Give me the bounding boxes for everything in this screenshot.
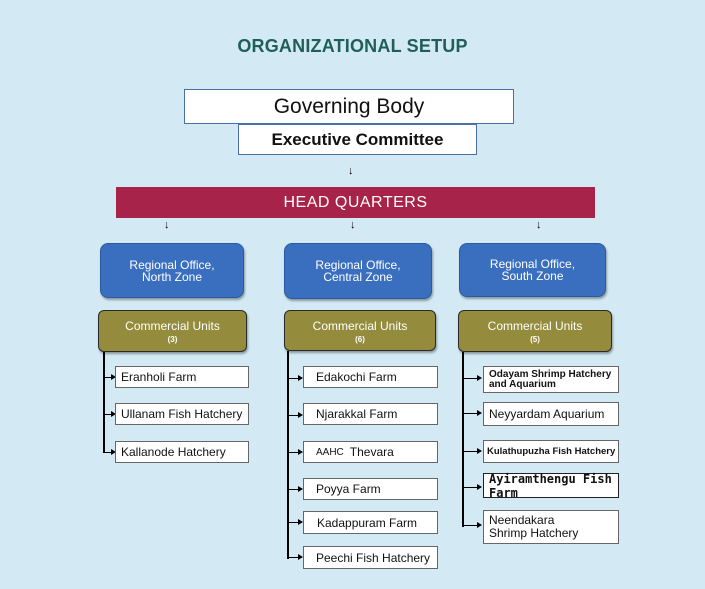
regional-office-north xyxy=(100,243,244,298)
cu-south-label: Commercial Units xyxy=(487,319,583,333)
arrow-right-icon xyxy=(477,484,482,490)
arrow-right-icon xyxy=(477,448,482,454)
ro-south-line1: Regional Office, xyxy=(489,257,576,271)
ro-south-line2: South Zone xyxy=(501,269,564,283)
unit-kulathupuzha-fish-hatchery: Kulathupuzha Fish Hatchery xyxy=(483,440,619,463)
unit-neendakara-shrimp-hatchery xyxy=(483,510,619,544)
arrow-right-icon xyxy=(477,522,482,528)
commercial-units-central xyxy=(284,310,436,351)
commercial-units-south xyxy=(458,310,612,352)
unit-odayam-shrimp-hatchery xyxy=(483,366,619,393)
south-branch xyxy=(463,525,478,526)
unit-odayam-line1: Odayam Shrimp Hatchery xyxy=(489,368,612,380)
unit-kadappuram-farm: Kadappuram Farm xyxy=(303,511,438,534)
arrow-right-icon xyxy=(477,410,482,416)
central-connector-line xyxy=(287,351,289,559)
head-quarters-box: HEAD QUARTERS xyxy=(116,187,595,218)
unit-odayam-line2: and Aquarium xyxy=(489,378,556,390)
unit-ayiramthengu-fish-farm: Ayiramthengu Fish Farm xyxy=(483,473,619,498)
unit-kallanode-hatchery: Kallanode Hatchery xyxy=(115,441,249,463)
south-branch xyxy=(463,487,478,488)
ro-north-line2: North Zone xyxy=(141,269,203,284)
unit-eranholi-farm: Eranholi Farm xyxy=(115,366,249,388)
arrow-down-icon: ↓ xyxy=(164,219,170,231)
unit-njarakkal-farm: Njarakkal Farm xyxy=(303,403,438,425)
ro-central-line1: Regional Office, xyxy=(315,258,401,272)
unit-peechi-fish-hatchery: Peechi Fish Hatchery xyxy=(303,546,438,569)
south-branch xyxy=(463,413,478,414)
unit-thevara-label: Thevara xyxy=(349,445,394,459)
unit-aahc-thevara xyxy=(303,441,438,463)
regional-office-central xyxy=(284,243,432,299)
north-connector-line xyxy=(103,352,105,453)
cu-south-count: (5) xyxy=(530,335,540,344)
unit-neyyardam-aquarium: Neyyardam Aquarium xyxy=(483,402,619,426)
south-branch xyxy=(463,378,478,379)
cu-central-label: Commercial Units xyxy=(312,319,408,333)
governing-body-box: Governing Body xyxy=(184,89,514,124)
cu-north-count: (3) xyxy=(167,335,178,344)
arrow-down-icon: ↓ xyxy=(536,219,542,231)
page-title: ORGANIZATIONAL SETUP xyxy=(237,36,468,56)
arrow-right-icon xyxy=(477,375,482,381)
unit-aahc-label: AAHC xyxy=(316,446,344,458)
arrow-down-icon: ↓ xyxy=(350,219,356,231)
unit-ullanam-fish-hatchery: Ullanam Fish Hatchery xyxy=(115,403,249,425)
executive-committee-box: Executive Committee xyxy=(238,124,477,155)
cu-north-label: Commercial Units xyxy=(125,319,220,333)
unit-edakochi-farm: Edakochi Farm xyxy=(303,366,438,388)
south-branch xyxy=(463,451,478,452)
ro-central-line2: Central Zone xyxy=(323,270,393,284)
unit-neendakara-line1: Neendakara xyxy=(489,513,555,527)
arrow-down-icon: ↓ xyxy=(348,165,354,177)
commercial-units-north xyxy=(98,310,247,352)
unit-neendakara-line2: Shrimp Hatchery xyxy=(489,526,579,540)
regional-office-south xyxy=(459,243,606,297)
ro-north-line1: Regional Office, xyxy=(129,257,215,272)
unit-poyya-farm: Poyya Farm xyxy=(303,478,438,500)
cu-central-count: (6) xyxy=(355,335,365,344)
